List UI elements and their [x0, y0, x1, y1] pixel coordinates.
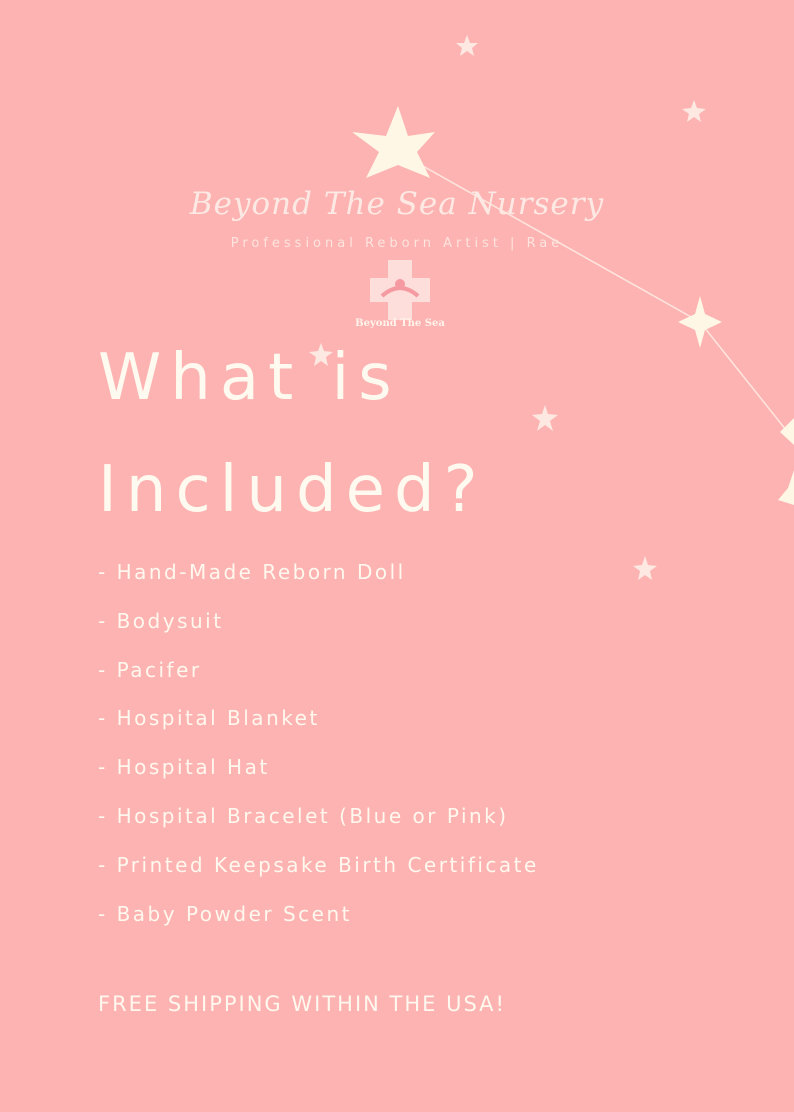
page-title	[98, 322, 487, 546]
brand-subtitle: Professional Reborn Artist | Rae	[230, 236, 564, 251]
star-icon	[352, 106, 435, 178]
list-item: - Bodysuit	[98, 608, 224, 633]
list-item: - Baby Powder Scent	[98, 901, 352, 926]
star-icon	[780, 418, 794, 445]
star-icon	[456, 35, 478, 56]
included-items-list	[98, 556, 539, 946]
list-item: - Hand-Made Reborn Doll	[98, 560, 406, 584]
brand-script-name: Beyond The Sea Nursery	[189, 186, 605, 222]
list-item: - Pacifer	[98, 657, 202, 682]
star-icon	[682, 100, 706, 122]
title-line-2: Included?	[98, 453, 487, 527]
star-icon	[633, 556, 657, 580]
list-item: - Hospital Hat	[98, 755, 270, 780]
list-item: - Hospital Bracelet (Blue or Pink)	[98, 803, 509, 828]
logo-caption: Beyond The Sea	[355, 318, 445, 329]
star-icon	[532, 405, 558, 431]
list-item: - Hospital Blanket	[98, 706, 320, 731]
list-item: - Printed Keepsake Birth Certificate	[98, 852, 539, 877]
shipping-note: FREE SHIPPING WITHIN THE USA!	[98, 992, 506, 1016]
title-line-1: What is	[98, 341, 401, 415]
star-icon	[778, 470, 794, 505]
